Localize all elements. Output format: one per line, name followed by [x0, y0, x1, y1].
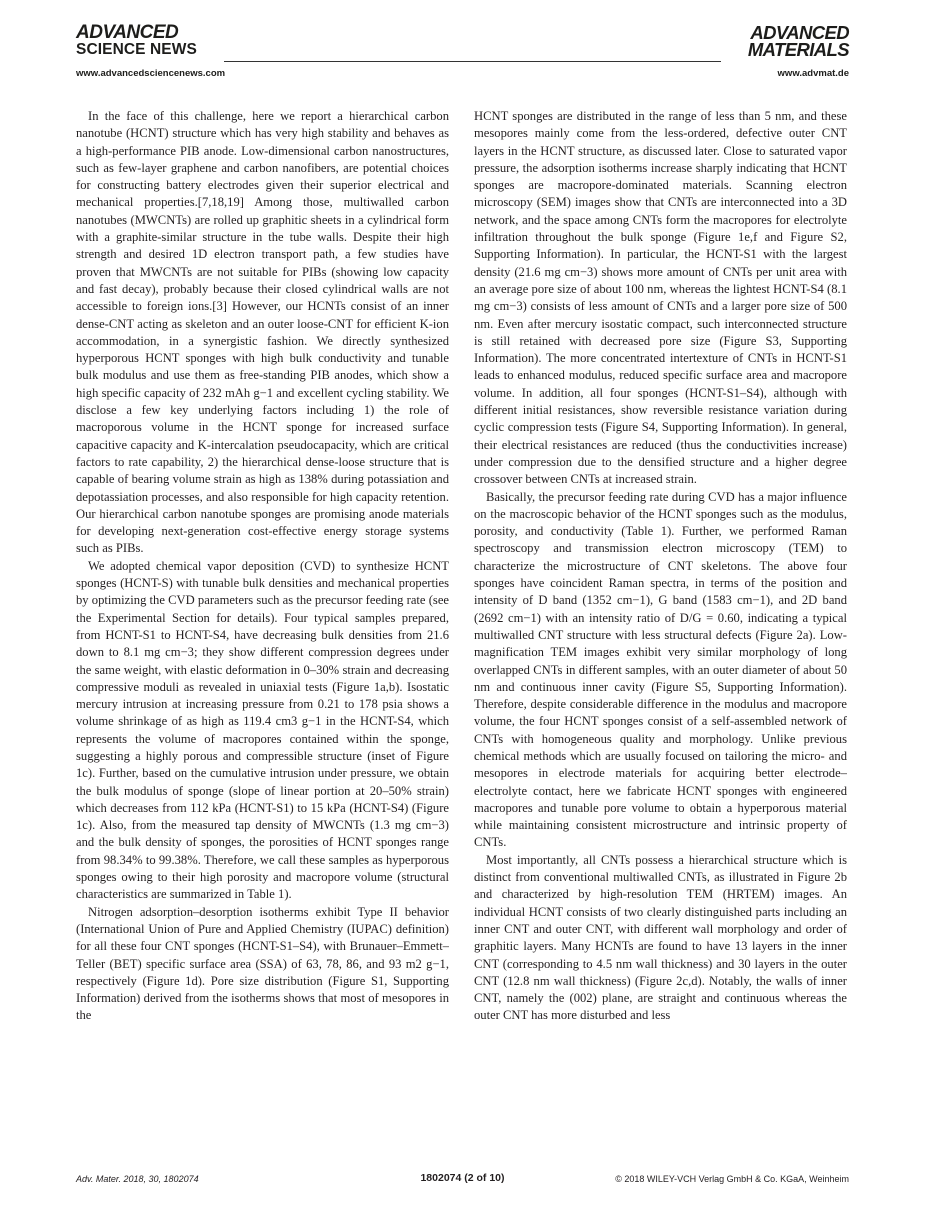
- paragraph-3: Nitrogen adsorption–desorption isotherms exhibit Type II behavior (International Union of Pure and Applied Chemistry (IUPAC) definition) for all these four CNT sponges (HCNT-S1–S4), with Brunauer–Emmett–Teller (BET) specific surface area (SSA) of 63, 78, 86, and 93 m2 g−1, respectively (Figure 1d). Pore size distribution (Figure S1, Supporting Information) derived from the isotherms shows that most of mesopores in the: [76, 904, 449, 1023]
- paragraph-5: Basically, the precursor feeding rate during CVD has a major influence on the macroscopic behavior of the HCNT sponges such as the modulus, porosity, and conductivity (Table 1). Further, we performed Raman spectroscopy and transmission electron microscopy (TEM) to characterize the microstructure of CNT skeletons. The above four sponges have coincident Raman spectra, in terms of the position and intensity of D band (1352 cm−1), G band (1583 cm−1), and 2D band (2692 cm−1) with an intensity ratio of D/G = 0.60, indicating a typical multiwalled CNT structure with less structural defects (Figure 2a). Low-magnification TEM images exhibit very similar morphology of long overlapped CNTs in different samples, with an outer diameter of about 50 nm and continuous inner cavity (Figure S5, Supporting Information). Therefore, despite considerable difference in the modulus and macropore volume, the four HCNT sponges consist of a self-assembled network of CNTs with homogeneous quality and morphology. Unlike previous chemical methods which are usually focused on tailoring the micro- and mesopores in electrode materials for acquiring better electrode–electrolyte contact, here we fabricate HCNT sponges with engineered macropores and tunable pore volume to obtain a hyperporous material while maintaining consistent microstructure and intrinsic property of CNTs.: [474, 489, 847, 850]
- paragraph-2: We adopted chemical vapor deposition (CVD) to synthesize HCNT sponges (HCNT-S) with tunable bulk densities and mechanical properties by optimizing the CVD parameters such as the precursor feeding rate (see the Experimental Section for details). Four typical samples prepared, from HCNT-S1 to HCNT-S4, have decreasing bulk densities from 21.6 down to 8.1 mg cm−3; they show different compression degrees under the same weight, with elastic deformation in 0–30% strain and decreasing compressive moduli as revealed in uniaxial tests (Figure 1a,b). Isostatic mercury intrusion at increasing pressure from 0.21 to 178 psia shows a volume shrinkage of as high as 119.4 cm3 g−1 in the HCNT-S4, which represents the volume of macropores contained within the sponge, suggesting a highly porous and compressible structure (inset of Figure 1c). Further, based on the cumulative intrusion under pressure, we obtain the bulk modulus of sponge (slope of linear portion at 20–50% strain) which decreases from 112 kPa (HCNT-S1) to 15 kPa (HCNT-S4) (Figure 1c). Also, from the measured tap density of MWCNTs (1.3 mg cm−3) and the bulk density of sponges, the porosities of HCNT sponges range from 98.34% to 99.38%. Therefore, we call these samples as hyperporous sponges owing to their high porosity and macropore volume (structural characteristics are summarized in Table 1).: [76, 558, 449, 902]
- paragraph-1: In the face of this challenge, here we report a hierarchical carbon nanotube (HCNT) structure which has very high stability and behaves as a high-performance PIB anode. Low-dimensional carbon nanostructures, such as few-layer graphene and carbon nanofibers, are potential choices for constructing battery electrodes given their superior electrical and mechanical properties.[7,18,19] Among those, multiwalled carbon nanotubes (MWCNTs) are rolled up graphitic sheets in a cylindrical form with a graphite-similar structure in the tube walls. Despite their high strength and desired 1D electron transport path, a few studies have proven that MWCNTs are not suitable for PIBs (showing low capacity and fast decay), probably because their closed cylindrical walls are not accessible to foreign ions.[3] However, our HCNTs consist of an inner dense-CNT acting as skeleton and an outer loose-CNT for efficient K-ion accommodation, in a synergistic fashion. We directly synthesized hyperporous HCNT sponges with high bulk conductivity and tunable bulk modulus and use them as free-standing PIB anodes, which show a high specific capacity of 232 mAh g−1 and excellent cycling stability. We disclose a few key underlying factors including 1) the role of macroporous volume in the HCNT sponge for increased surface capacitive capacity and K-intercalation pseudocapacity, which are critical factors to rate capability, 2) the hierarchical dense-loose structure that is capable of bearing volume strain as high as 138% during potassiation and depotassiation processes, and also responsible for high capacity retention. Our hierarchical carbon nanotube sponges are promising anode materials for developing next-generation cost-effective energy storage systems such as PIBs.: [76, 109, 449, 556]
- publisher-logo-line2: SCIENCE NEWS: [76, 41, 197, 58]
- publisher-logo: [76, 24, 197, 58]
- publisher-logo-line1: ADVANCED: [76, 22, 179, 43]
- journal-logo-line1: ADVANCED: [750, 22, 849, 43]
- header-rule: [224, 61, 721, 62]
- left-column: [76, 108, 449, 1136]
- journal-logo-line2: MATERIALS: [747, 39, 849, 60]
- paragraph-4: HCNT sponges are distributed in the range of less than 5 nm, and these mesopores mainly come from the less-ordered, defective outer CNT layers in the HCNT structure, as discussed later. Close to saturated vapor pressure, the adsorption isotherms increase sharply indicating that HCNT sponges are macropore-dominated materials. Scanning electron microscopy (SEM) images show that CNTs are interconnected into a 3D network, and the space among CNTs form the macropores for electrolyte infiltration throughout the bulk sponge (Figure 1e,f and Figure S2, Supporting Information). In particular, the HCNT-S1 with the largest density (21.6 mg cm−3) shows more amount of CNTs per unit area with an average pore size of about 100 nm, whereas the lightest HCNT-S4 (8.1 mg cm−3) consists of less amount of CNTs and a larger pore size of 500 nm. Even after mercury isostatic compact, such interconnected structure is still retained with decreased pore size (Figure S3, Supporting Information). The more concentrated intertexture of CNTs in HCNT-S1 leads to enhanced modulus, reduced specific surface area and macropore volume. In addition, all four sponges (HCNT-S1–S4), although with different initial resistances, show reversible resistance variation during cyclic compression tests (Figure S4, Supporting Information). In general, their electrical resistances are reduced (thus the conductivities increase) under compression due to the densified structure and a higher degree crossover between CNTs at increased strain.: [474, 109, 847, 487]
- right-column: [474, 108, 847, 1136]
- footer-page-number: 1802074 (2 of 10): [420, 1172, 505, 1184]
- footer-copyright: © 2018 WILEY-VCH Verlag GmbH & Co. KGaA, Weinheim: [615, 1174, 849, 1184]
- paragraph-6: Most importantly, all CNTs possess a hierarchical structure which is distinct from conventional multiwalled CNTs, as illustrated in Figure 2b and characterized by high-resolution TEM (HRTEM) images. An individual HCNT consists of two clearly distinguished parts including an inner CNT and outer CNT, with different wall morphology and order of graphitic layers. Many HCNTs are found to have 13 layers in the inner CNT (corresponding to 4.5 nm wall thickness) and 30 layers in the outer CNT (12.8 nm wall thickness) (Figure 2c,d). Notably, the walls of inner CNT, namely the (002) plane, are straight and continuous whereas the outer CNT has more disturbed and less: [474, 852, 847, 1023]
- footer-citation: Adv. Mater. 2018, 30, 1802074: [76, 1174, 199, 1184]
- publisher-url[interactable]: www.advancedsciencenews.com: [76, 68, 226, 79]
- journal-url[interactable]: www.advmat.de: [777, 68, 849, 79]
- journal-logo: [748, 24, 849, 58]
